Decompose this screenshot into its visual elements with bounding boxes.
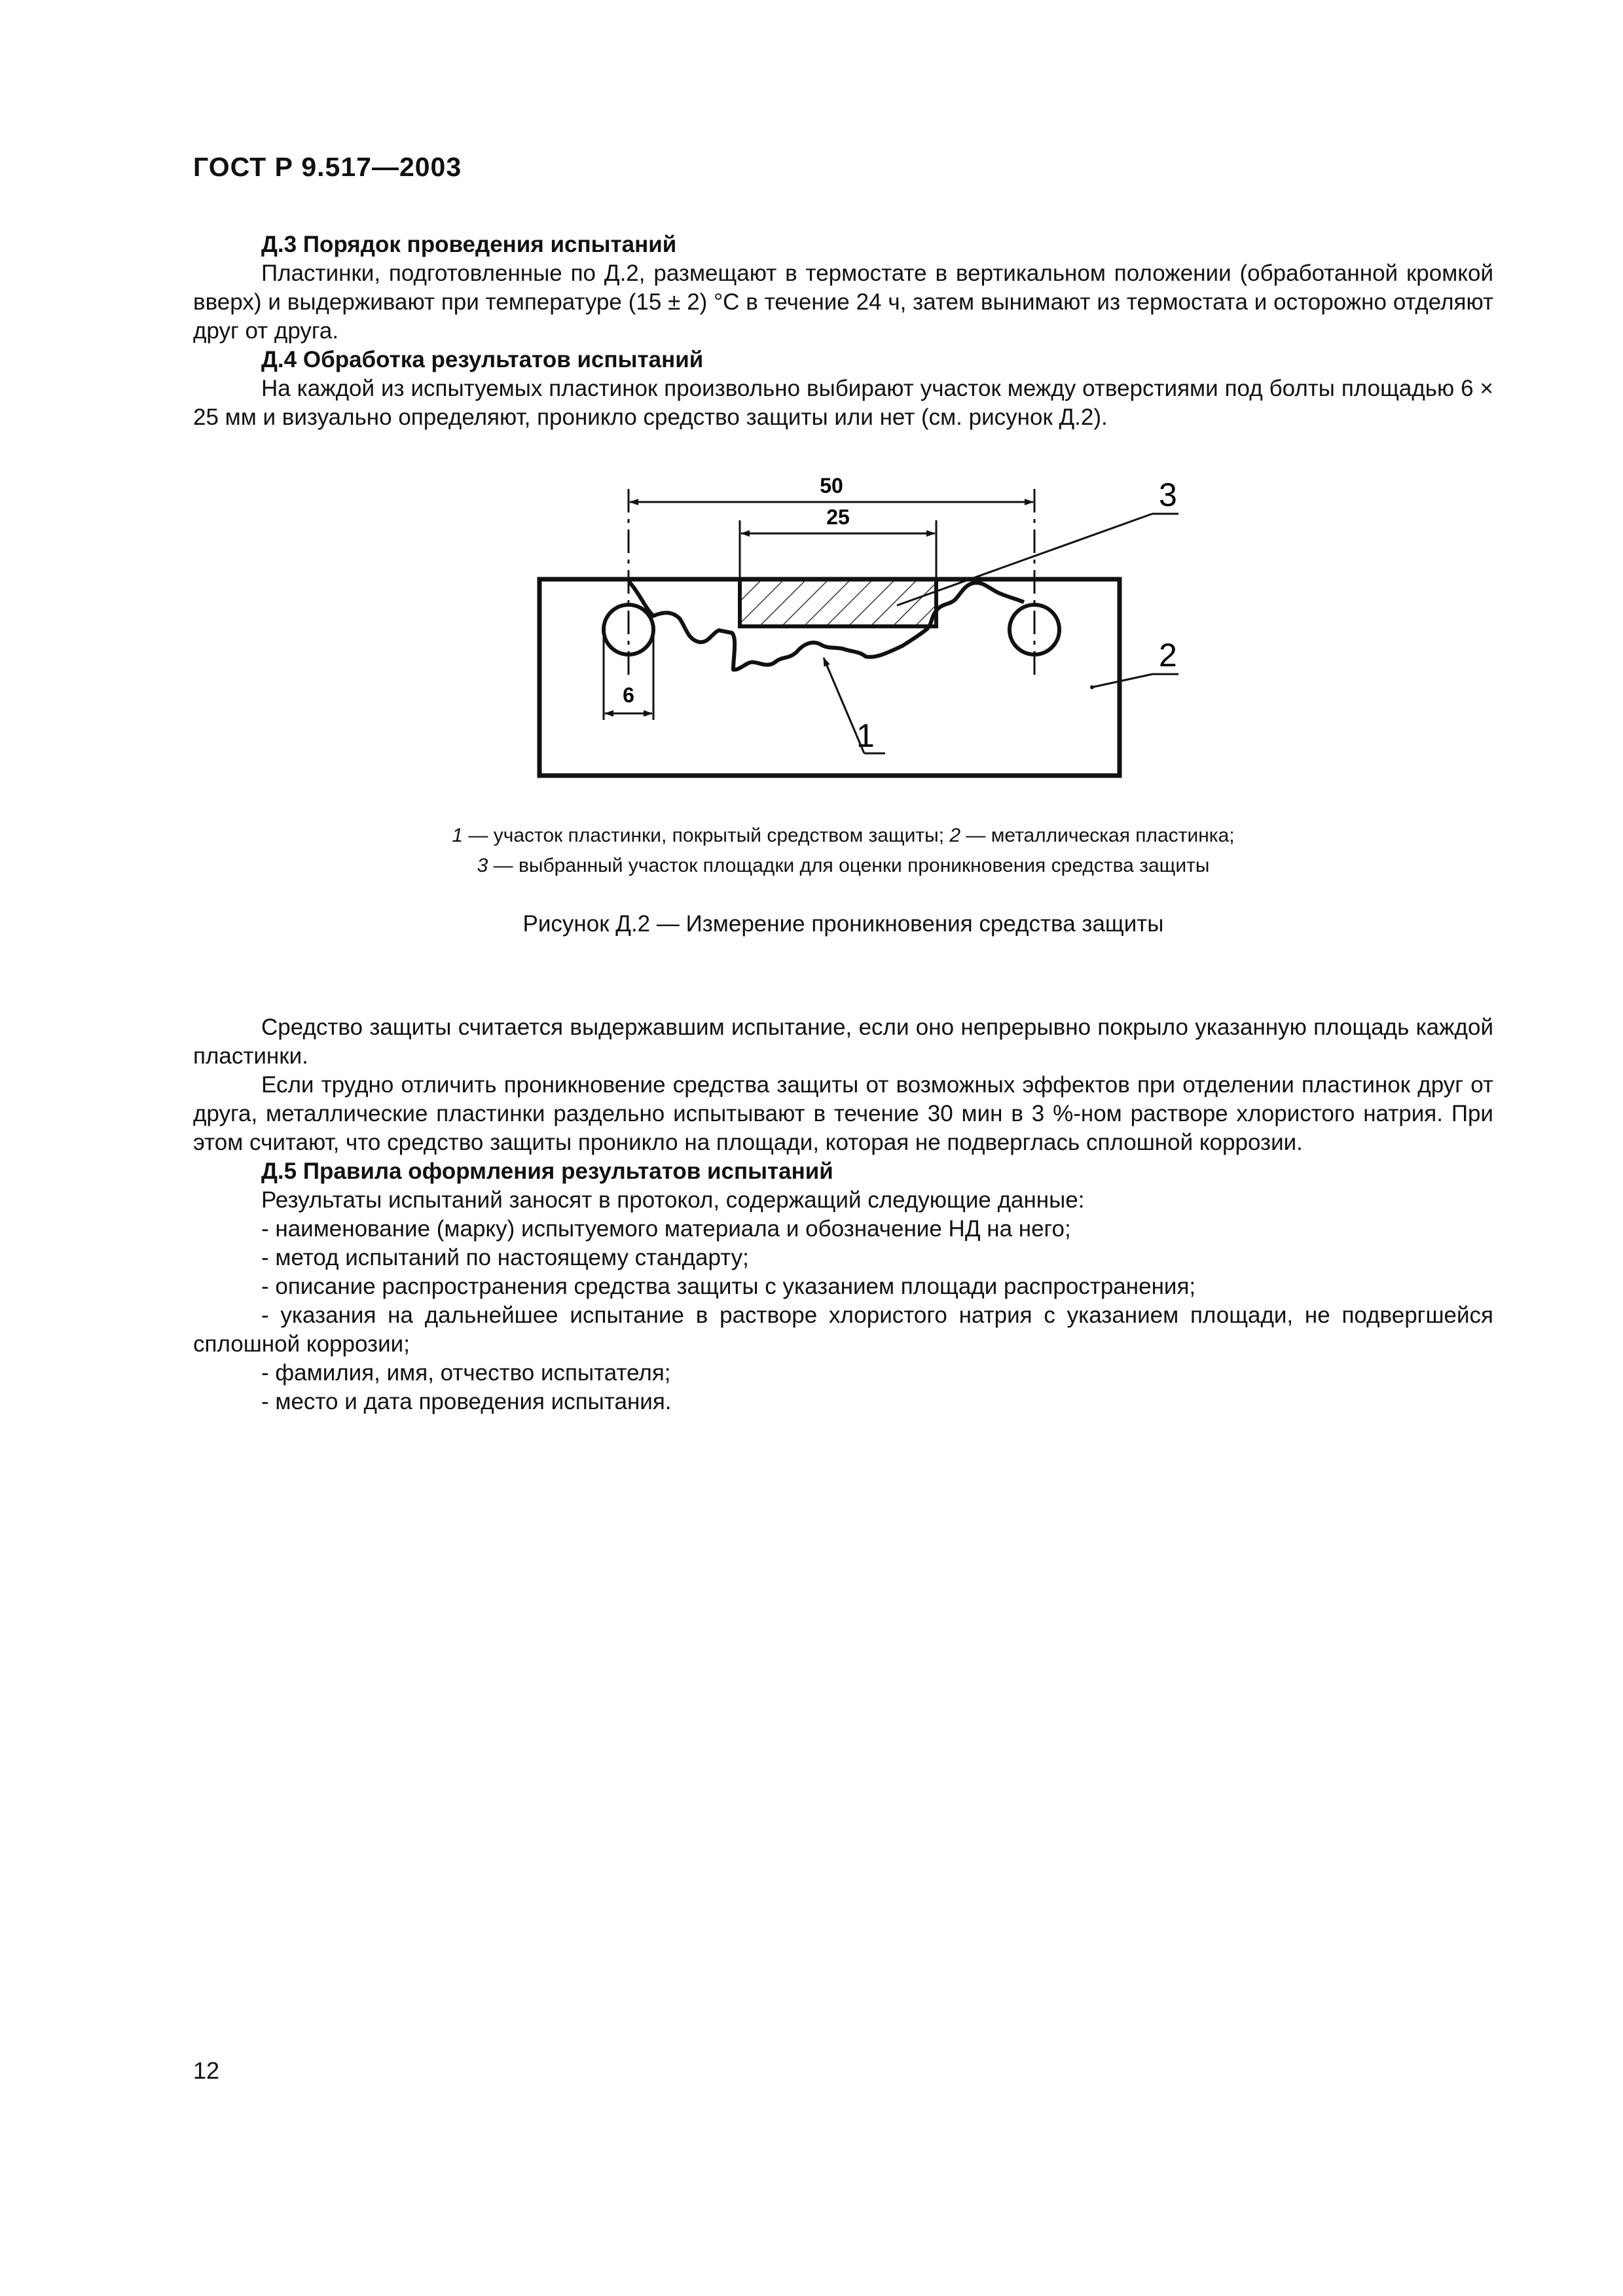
- legend-number-2: 2: [949, 825, 961, 846]
- label-3: 3: [1159, 476, 1177, 513]
- list-item: - описание распространения средства защиты с указанием площади распространения;: [261, 1274, 1196, 1299]
- section-d4-body: На каждой из испытуемых пластинок произвольно выбирают участок между отверстиями под болты площадью 6 × 25 мм и визуально определяют, проникло средство защиты или нет (см. рисунок Д.2).: [193, 376, 1493, 430]
- list-item: - метод испытаний по настоящему стандарту;: [261, 1245, 749, 1270]
- section-d3-body: Пластинки, подготовленные по Д.2, размещают в термостате в вертикальном положении (обработанной кромкой вверх) и выдерживают при температуре (15 ± 2) °С в течение 24 ч, затем вынимают из термостата и осторожно отделяют друг от друга.: [193, 260, 1493, 344]
- dimension-6: 6: [623, 683, 634, 707]
- section-d5-intro: Результаты испытаний заносят в протокол, содержащий следующие данные:: [261, 1187, 1085, 1213]
- legend-text-1: — участок пластинки, покрытый средством защиты;: [463, 825, 950, 846]
- section-results: [193, 1013, 1493, 1416]
- label-2: 2: [1159, 637, 1177, 673]
- list-item: - фамилия, имя, отчество испытателя;: [261, 1360, 671, 1386]
- page-number: 12: [193, 2057, 220, 2084]
- figure-d2: [524, 461, 1192, 776]
- list-item: - наименование (марку) испытуемого материала и обозначение НД на него;: [261, 1216, 1071, 1242]
- legend-number-3: 3: [477, 855, 488, 876]
- legend-text-3: — выбранный участок площадки для оценки проникновения средства защиты: [488, 855, 1210, 876]
- section-d4-heading: Д.4 Обработка результатов испытаний: [261, 347, 704, 372]
- legend-number-1: 1: [452, 825, 464, 846]
- figure-title: Рисунок Д.2 — Измерение проникновения средства защиты: [522, 911, 1164, 937]
- paragraph-passed: Средство защиты считается выдержавшим испытание, если оно непрерывно покрыло указанную площадь каждой пластинки.: [193, 1014, 1493, 1069]
- page-header: ГОСТ Р 9.517—2003: [193, 152, 462, 182]
- paragraph-sodium-chloride: Если трудно отличить проникновение средства защиты от возможных эффектов при отделении пластинок друг от друга, металлические пластинки раздельно испытывают в течение 30 мин в 3 %-ном растворе хлористого натрия. При этом считают, что средство защиты проникло на площади, которая не подверглась сплошной коррозии.: [193, 1072, 1493, 1155]
- dimension-50: 50: [820, 474, 843, 497]
- figure-legend: [193, 821, 1493, 881]
- legend-line-1: [193, 821, 1493, 851]
- list-item: - указания на дальнейшее испытание в растворе хлористого натрия с указанием площади, не подвергшейся сплошной коррозии;: [193, 1302, 1493, 1357]
- legend-line-2: [193, 851, 1493, 881]
- legend-text-2: — металлическая пластинка;: [960, 825, 1235, 846]
- section-d3-heading: Д.3 Порядок проведения испытаний: [261, 232, 677, 257]
- figure-d2-drawing: [524, 461, 1192, 776]
- section-d3-d4: [193, 230, 1493, 432]
- list-item: - место и дата проведения испытания.: [261, 1389, 672, 1414]
- label-1: 1: [856, 717, 875, 754]
- section-d5-heading: Д.5 Правила оформления результатов испытаний: [261, 1158, 833, 1184]
- dimension-25: 25: [826, 505, 850, 529]
